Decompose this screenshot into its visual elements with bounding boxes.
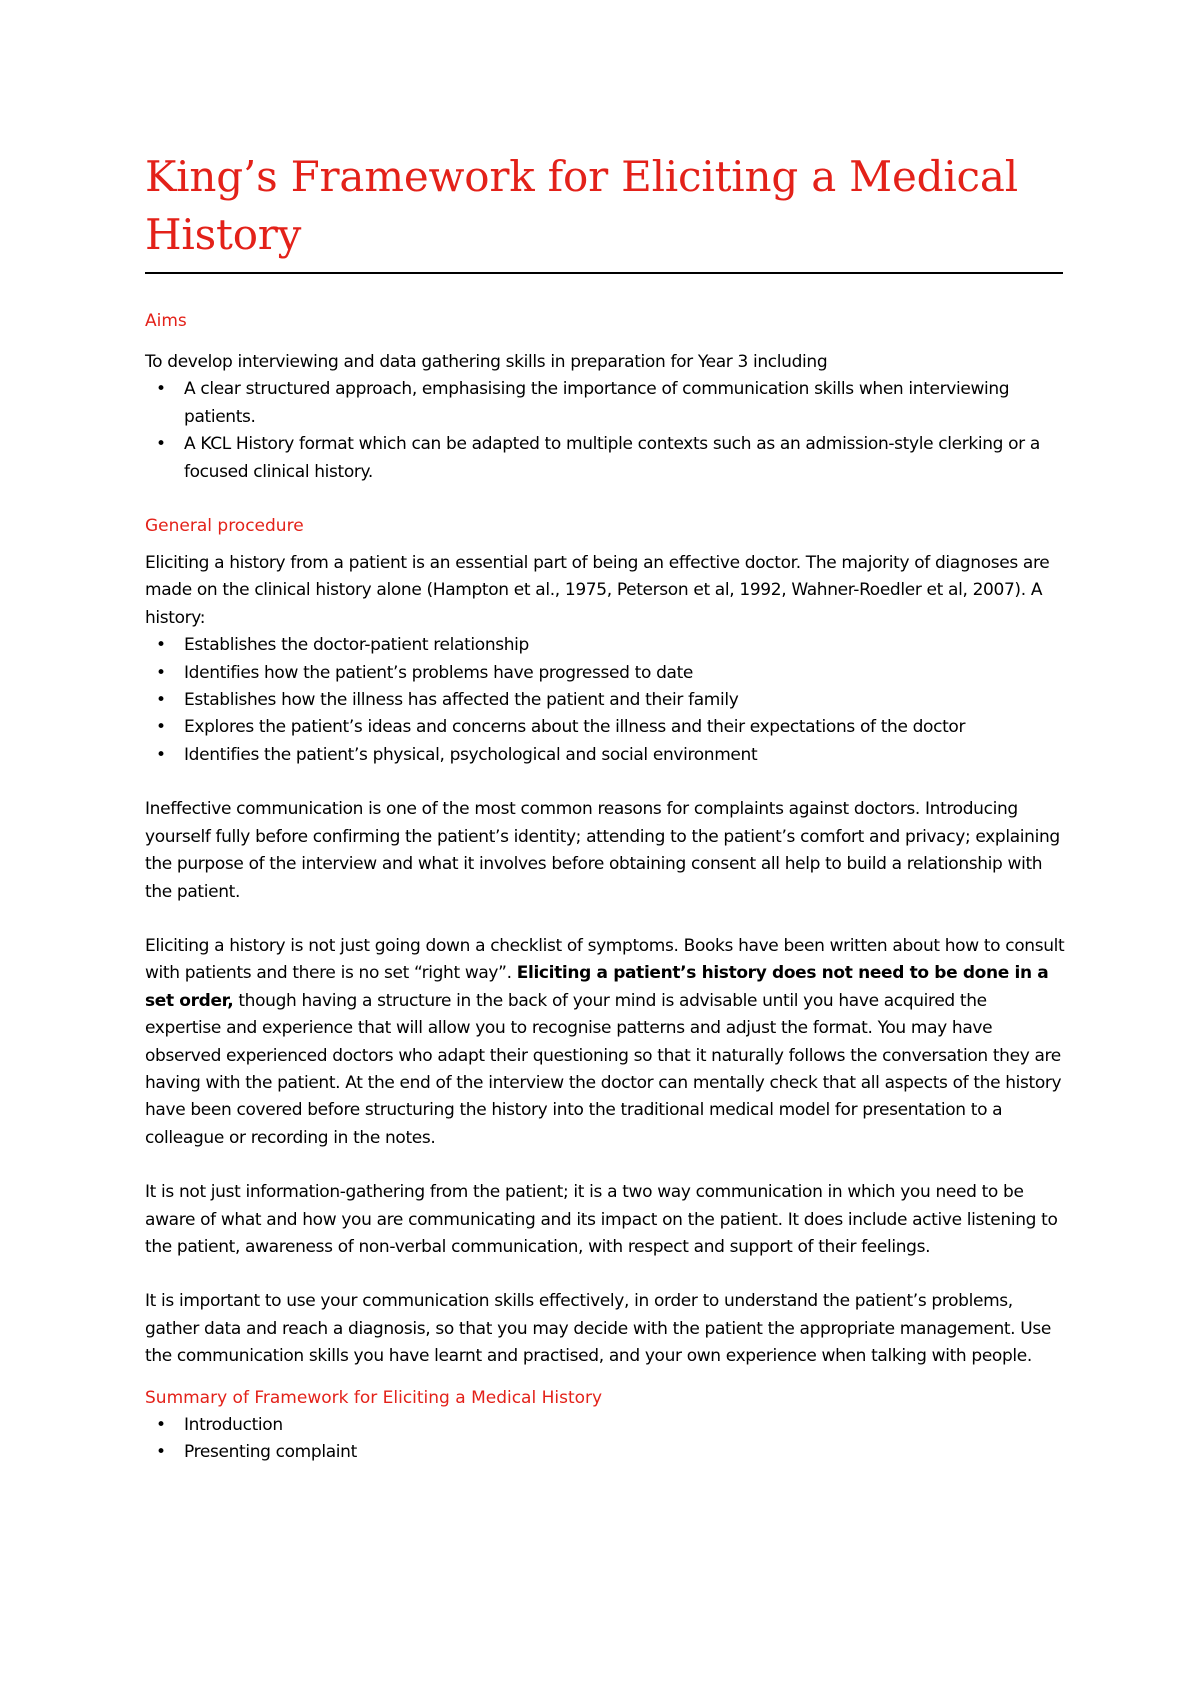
history-purpose-list xyxy=(145,632,1065,769)
document-body xyxy=(145,148,1065,1466)
title-underline xyxy=(145,272,1063,274)
list-item: • Introduction xyxy=(145,1412,1065,1439)
bullet-icon: • xyxy=(156,379,166,400)
general-procedure-heading: General procedure xyxy=(145,516,304,537)
list-item: • Presenting complaint xyxy=(145,1439,1065,1466)
list-item: • Establishes how the illness has affected the patient and their family xyxy=(145,687,1065,714)
bullet-icon: • xyxy=(156,662,166,683)
bullet-icon: • xyxy=(156,1414,166,1435)
bullet-icon: • xyxy=(156,744,166,765)
bullet-icon: • xyxy=(156,434,166,455)
list-item: • Establishes the doctor-patient relationship xyxy=(145,632,1065,659)
bullet-icon: • xyxy=(156,1442,166,1462)
summary-bullet-list xyxy=(145,1412,1065,1467)
communication-paragraph: Ineffective communication is one of the most common reasons for complaints against doctors. Introducing yourself fully before confirming the patient’s identity; attending to the patient’s comfort and privacy; explaining the purpose of the interview and what it involves before obtaining consent all help to build a relationship with the patient. xyxy=(145,799,1060,902)
bullet-icon: • xyxy=(156,690,166,711)
aims-heading: Aims xyxy=(145,311,187,331)
two-way-communication-paragraph: It is not just information-gathering from the patient; it is a two way communication in which you need to be aware of what and how you are communicating and its impact on the patient. It does include active listening to the patient, awareness of non-verbal communication, with respect and support of their feelings. xyxy=(145,1182,1058,1257)
communication-skills-paragraph: It is important to use your communication skills effectively, in order to understand the patient’s problems, gather data and reach a diagnosis, so that you may decide with the patient the appropriate management. Use the communication skills you have learnt and practised, and your own experience when talking with people. xyxy=(145,1291,1051,1367)
bullet-icon: • xyxy=(156,717,166,738)
bullet-icon: • xyxy=(156,635,166,656)
general-procedure-intro: Eliciting a history from a patient is an essential part of being an effective doctor. The majority of diagnoses are made on the clinical history alone (Hampton et al., 1975, Peterson et al, 1992, Wahner-Roedler et al, 2007). A history: xyxy=(145,553,1050,628)
list-item: • A clear structured approach, emphasising the importance of communication skills when interviewing patients. xyxy=(145,376,1065,431)
checklist-paragraph: Eliciting a history is not just going down a checklist of symptoms. Books have been written about how to consult with patients and there is no set “right way”. Eliciting a patient’s history does not need to be done in a set order, though having a structure in the back of your mind is advisable until you have acquired the expertise and experience that will allow you to recognise patterns and adjust the format. You may have observed experienced doctors who adapt their questioning so that it naturally follows the conversation they are having with the patient. At the end of the interview the doctor can mentally check that all aspects of the history have been covered before structuring the history into the traditional medical model for presentation to a colleague or recording in the notes. xyxy=(145,935,1065,1148)
list-item: • Explores the patient’s ideas and concerns about the illness and their expectations of the doctor xyxy=(145,714,1065,741)
bold-emphasis: Eliciting a patient’s history does not need to be done in a set order, xyxy=(145,963,1049,1011)
list-item: • A KCL History format which can be adapted to multiple contexts such as an admission-style clerking or a focused clinical history. xyxy=(145,431,1065,486)
summary-heading: Summary of Framework for Eliciting a Medical History xyxy=(145,1387,603,1408)
document-title: King’s Framework for Eliciting a Medical History xyxy=(145,152,1018,259)
list-item: • Identifies how the patient’s problems have progressed to date xyxy=(145,660,1065,687)
aims-intro: To develop interviewing and data gathering skills in preparation for Year 3 including xyxy=(145,352,828,372)
aims-bullet-list xyxy=(145,376,1065,486)
list-item: • Identifies the patient’s physical, psychological and social environment xyxy=(145,742,1065,769)
